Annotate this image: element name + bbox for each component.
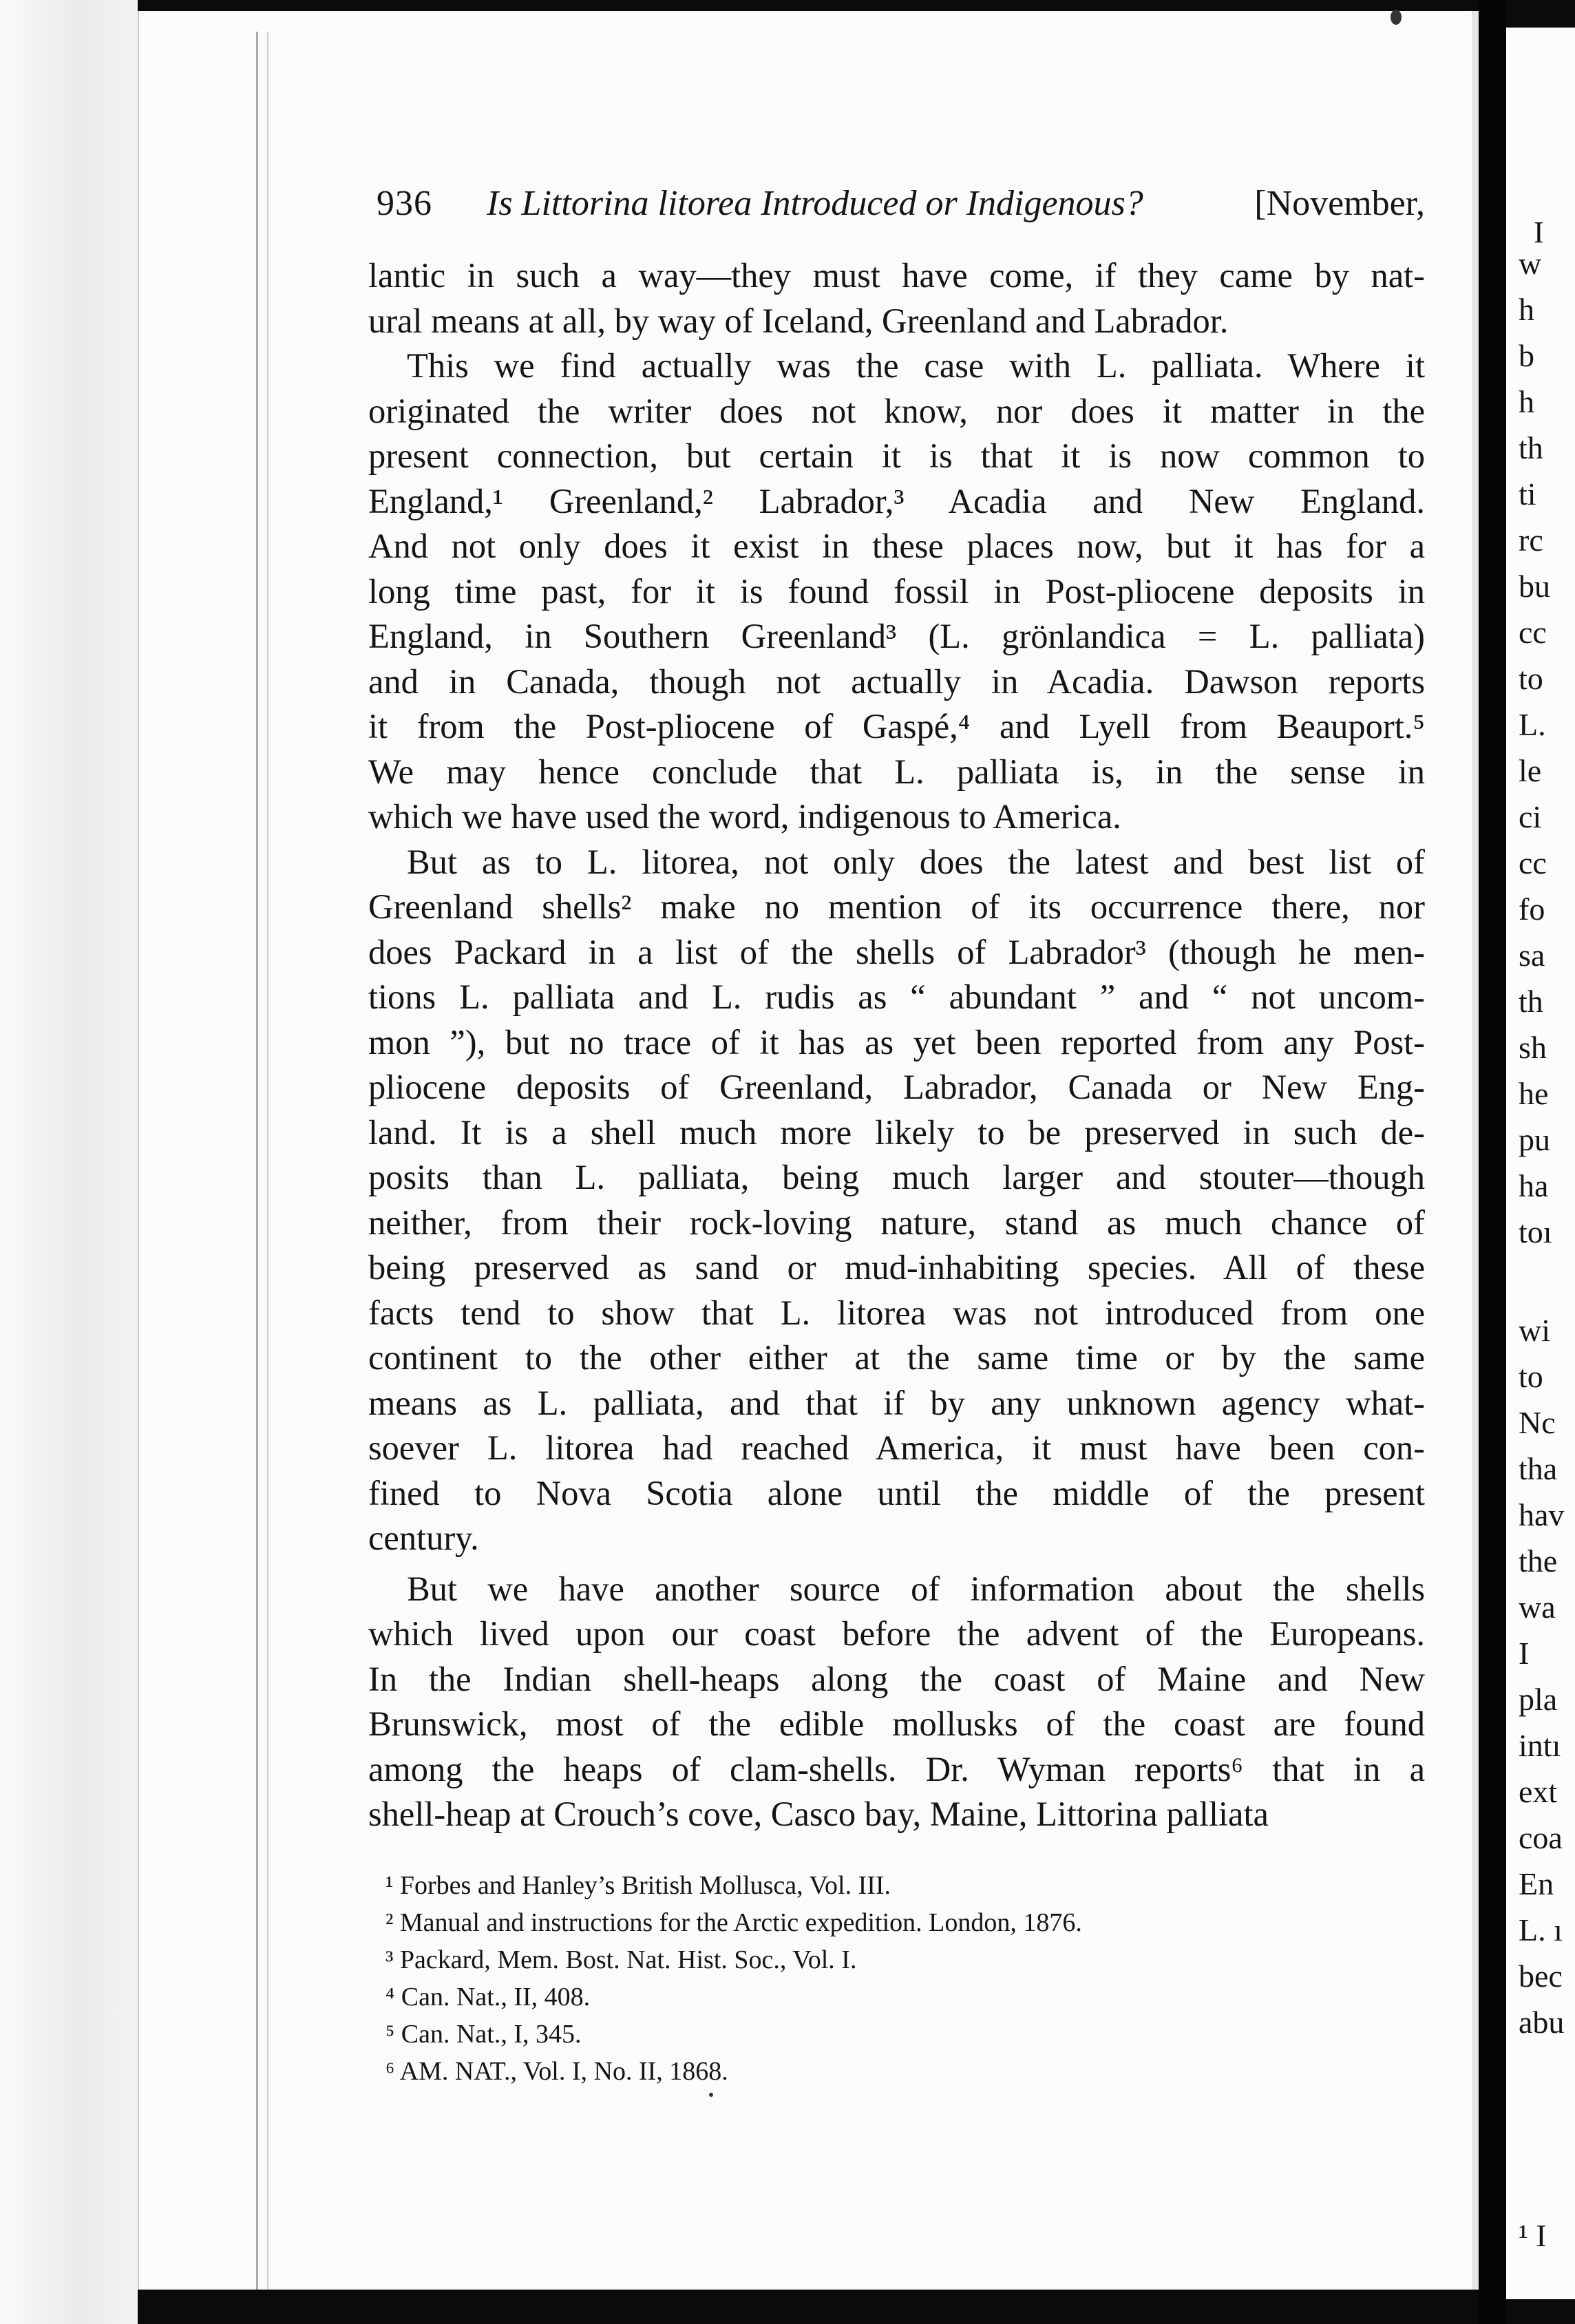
- gutter-shadow-inner: [267, 32, 268, 2290]
- facing-line-fragment: sa: [1519, 938, 1545, 973]
- text-line: But we have another source of information about the shells: [407, 1569, 1425, 1608]
- text-line: We may hence conclude that L. palliata is, in the sense in: [368, 752, 1425, 791]
- facing-line-fragment: Nc: [1519, 1405, 1556, 1440]
- facing-line-fragment: pla: [1519, 1682, 1558, 1717]
- text-line: among the heaps of clam-shells. Dr. Wyman reports⁶ that in a: [368, 1749, 1425, 1788]
- running-header: [377, 183, 1425, 233]
- text-line: it from the Post-pliocene of Gaspé,⁴ and Lyell from Beauport.⁵: [368, 707, 1425, 746]
- text-line: tions L. palliata and L. rudis as “ abundant ” and “ not uncom-: [368, 978, 1425, 1016]
- facing-line-fragment: cc: [1519, 845, 1547, 880]
- facing-line-fragment: I: [1519, 1636, 1530, 1671]
- facing-line-fragment: cc: [1519, 615, 1547, 650]
- text-line: land. It is a shell much more likely to be preserved in such de-: [368, 1112, 1425, 1152]
- footnote: ³ Packard, Mem. Bost. Nat. Hist. Soc., Vol. I.: [385, 1945, 857, 1974]
- facing-line-fragment: rc: [1519, 522, 1543, 558]
- gutter-shadow: [256, 32, 258, 2290]
- header-month: [November,: [1254, 184, 1425, 223]
- text-line: England, in Southern Greenland³ (L. grönlandica = L. palliata): [368, 617, 1425, 655]
- running-title: Is Littorina litorea Introduced or Indigenous?: [487, 184, 1143, 223]
- facing-line-fragment: En: [1519, 1866, 1554, 1901]
- text-line: originated the writer does not know, nor does it matter in the: [368, 391, 1425, 430]
- page-number: 936: [377, 184, 432, 223]
- facing-line-fragment: h: [1519, 384, 1534, 419]
- text-line: ural means at all, by way of Iceland, Greenland and Labrador.: [368, 301, 1229, 340]
- footnote: ¹ Forbes and Hanley’s British Mollusca, Vol. III.: [385, 1871, 891, 1900]
- facing-line-fragment: toı: [1519, 1214, 1552, 1249]
- facing-line-fragment: he: [1519, 1076, 1549, 1111]
- facing-line-fragment: ci: [1519, 799, 1542, 834]
- body-text: [368, 253, 1425, 1837]
- facing-line-fragment: ha: [1519, 1168, 1549, 1203]
- text-line: long time past, for it is found fossil in Post-pliocene deposits in: [368, 571, 1425, 611]
- facing-line-fragment: ti: [1519, 476, 1536, 511]
- facing-line-fragment: tha: [1519, 1451, 1558, 1486]
- facing-line-fragment: ¹ I: [1519, 2218, 1547, 2253]
- paragraph: [368, 1567, 1425, 1837]
- paragraph: [368, 344, 1425, 840]
- facing-line-fragment: h: [1519, 292, 1534, 327]
- facing-line-fragment: wi: [1519, 1313, 1550, 1348]
- footnote: ⁵ Can. Nat., I, 345.: [385, 2020, 582, 2049]
- facing-page-number: I: [1534, 215, 1544, 249]
- paragraph: [368, 840, 1425, 1561]
- text-line: means as L. palliata, and that if by any unknown agency what-: [368, 1383, 1425, 1422]
- text-line: mon ”), but no trace of it has as yet been reported from any Post-: [368, 1022, 1425, 1061]
- text-line: pliocene deposits of Greenland, Labrador, Canada or New Eng-: [368, 1068, 1425, 1106]
- facing-line-fragment: the: [1519, 1543, 1558, 1578]
- facing-line-fragment: pu: [1519, 1122, 1550, 1157]
- facing-line-fragment: bu: [1519, 569, 1550, 604]
- text-line: fined to Nova Scotia alone until the middle of the present: [368, 1473, 1425, 1512]
- facing-line-fragment: b: [1519, 338, 1534, 373]
- text-line: Greenland shells² make no mention of its occurrence there, nor: [368, 887, 1425, 926]
- ink-speck: [1391, 10, 1402, 25]
- paragraph-gap: [368, 1561, 1425, 1567]
- text-line: posits than L. palliata, being much larger and stouter—though: [368, 1158, 1425, 1196]
- facing-line-fragment: bec: [1519, 1958, 1563, 1994]
- text-line: But as to L. litorea, not only does the latest and best list of: [407, 842, 1425, 881]
- text-line: And not only does it exist in these places now, but it has for a: [368, 527, 1425, 565]
- text-line: Brunswick, most of the edible mollusks of the coast are found: [368, 1704, 1425, 1743]
- facing-line-fragment: ext: [1519, 1774, 1558, 1809]
- facing-line-fragment: th: [1519, 430, 1543, 465]
- text-line: soever L. litorea had reached America, it must have been con-: [368, 1428, 1425, 1467]
- text-line: continent to the other either at the same time or by the same: [368, 1338, 1425, 1377]
- facing-line-fragment: sh: [1519, 1030, 1547, 1065]
- text-line: In the Indian shell-heaps along the coast of Maine and New: [368, 1659, 1425, 1698]
- facing-line-fragment: to: [1519, 1359, 1543, 1394]
- facing-line-fragment: le: [1519, 753, 1542, 788]
- facing-line-fragment: th: [1519, 984, 1543, 1019]
- text-line: which we have used the word, indigenous to America.: [368, 797, 1121, 836]
- footnote: ⁴ Can. Nat., II, 408.: [385, 1983, 591, 2011]
- text-line: being preserved as sand or mud-inhabiting species. All of these: [368, 1248, 1425, 1287]
- facing-line-fragment: coa: [1519, 1820, 1563, 1855]
- facing-line-fragment: to: [1519, 661, 1543, 696]
- facing-page-fragment: [1506, 28, 1575, 2299]
- scan-left-edge: [0, 0, 138, 2324]
- book-binding: [1479, 0, 1506, 2324]
- text-line: This we find actually was the case with L. palliata. Where it: [407, 346, 1425, 385]
- ink-speck: [709, 2093, 713, 2097]
- text-line: England,¹ Greenland,² Labrador,³ Acadia and New England.: [368, 481, 1425, 520]
- text-line: neither, from their rock-loving nature, stand as much chance of: [368, 1203, 1425, 1242]
- facing-line-fragment: abu: [1519, 2005, 1565, 2040]
- facing-line-fragment: L.: [1519, 707, 1546, 742]
- facing-line-fragment: fo: [1519, 891, 1545, 927]
- footnotes: [385, 1867, 1349, 2090]
- facing-line-fragment: hav: [1519, 1497, 1565, 1532]
- text-line: century.: [368, 1519, 479, 1557]
- facing-line-fragment: wa: [1519, 1589, 1556, 1625]
- footnote: ² Manual and instructions for the Arctic expedition. London, 1876.: [385, 1908, 1082, 1937]
- text-line: shell-heap at Crouch’s cove, Casco bay, Maine, Littorina palliata: [368, 1795, 1269, 1833]
- footnote: ⁶ AM. NAT., Vol. I, No. II, 1868.: [385, 2057, 728, 2086]
- text-line: does Packard in a list of the shells of Labrador³ (though he men-: [368, 932, 1425, 971]
- text-line: and in Canada, though not actually in Acadia. Dawson reports: [368, 662, 1425, 701]
- facing-line-fragment: L. ı: [1519, 1912, 1563, 1947]
- text-line: which lived upon our coast before the advent of the Europeans.: [368, 1614, 1425, 1653]
- text-line: present connection, but certain it is that it is now common to: [368, 436, 1425, 475]
- text-line: lantic in such a way—they must have come, if they came by nat-: [368, 256, 1425, 295]
- paragraph: [368, 253, 1425, 344]
- text-line: facts tend to show that L. litorea was not introduced from one: [368, 1293, 1425, 1332]
- facing-line-fragment: intı: [1519, 1728, 1561, 1763]
- facing-line-fragment: w: [1519, 246, 1542, 281]
